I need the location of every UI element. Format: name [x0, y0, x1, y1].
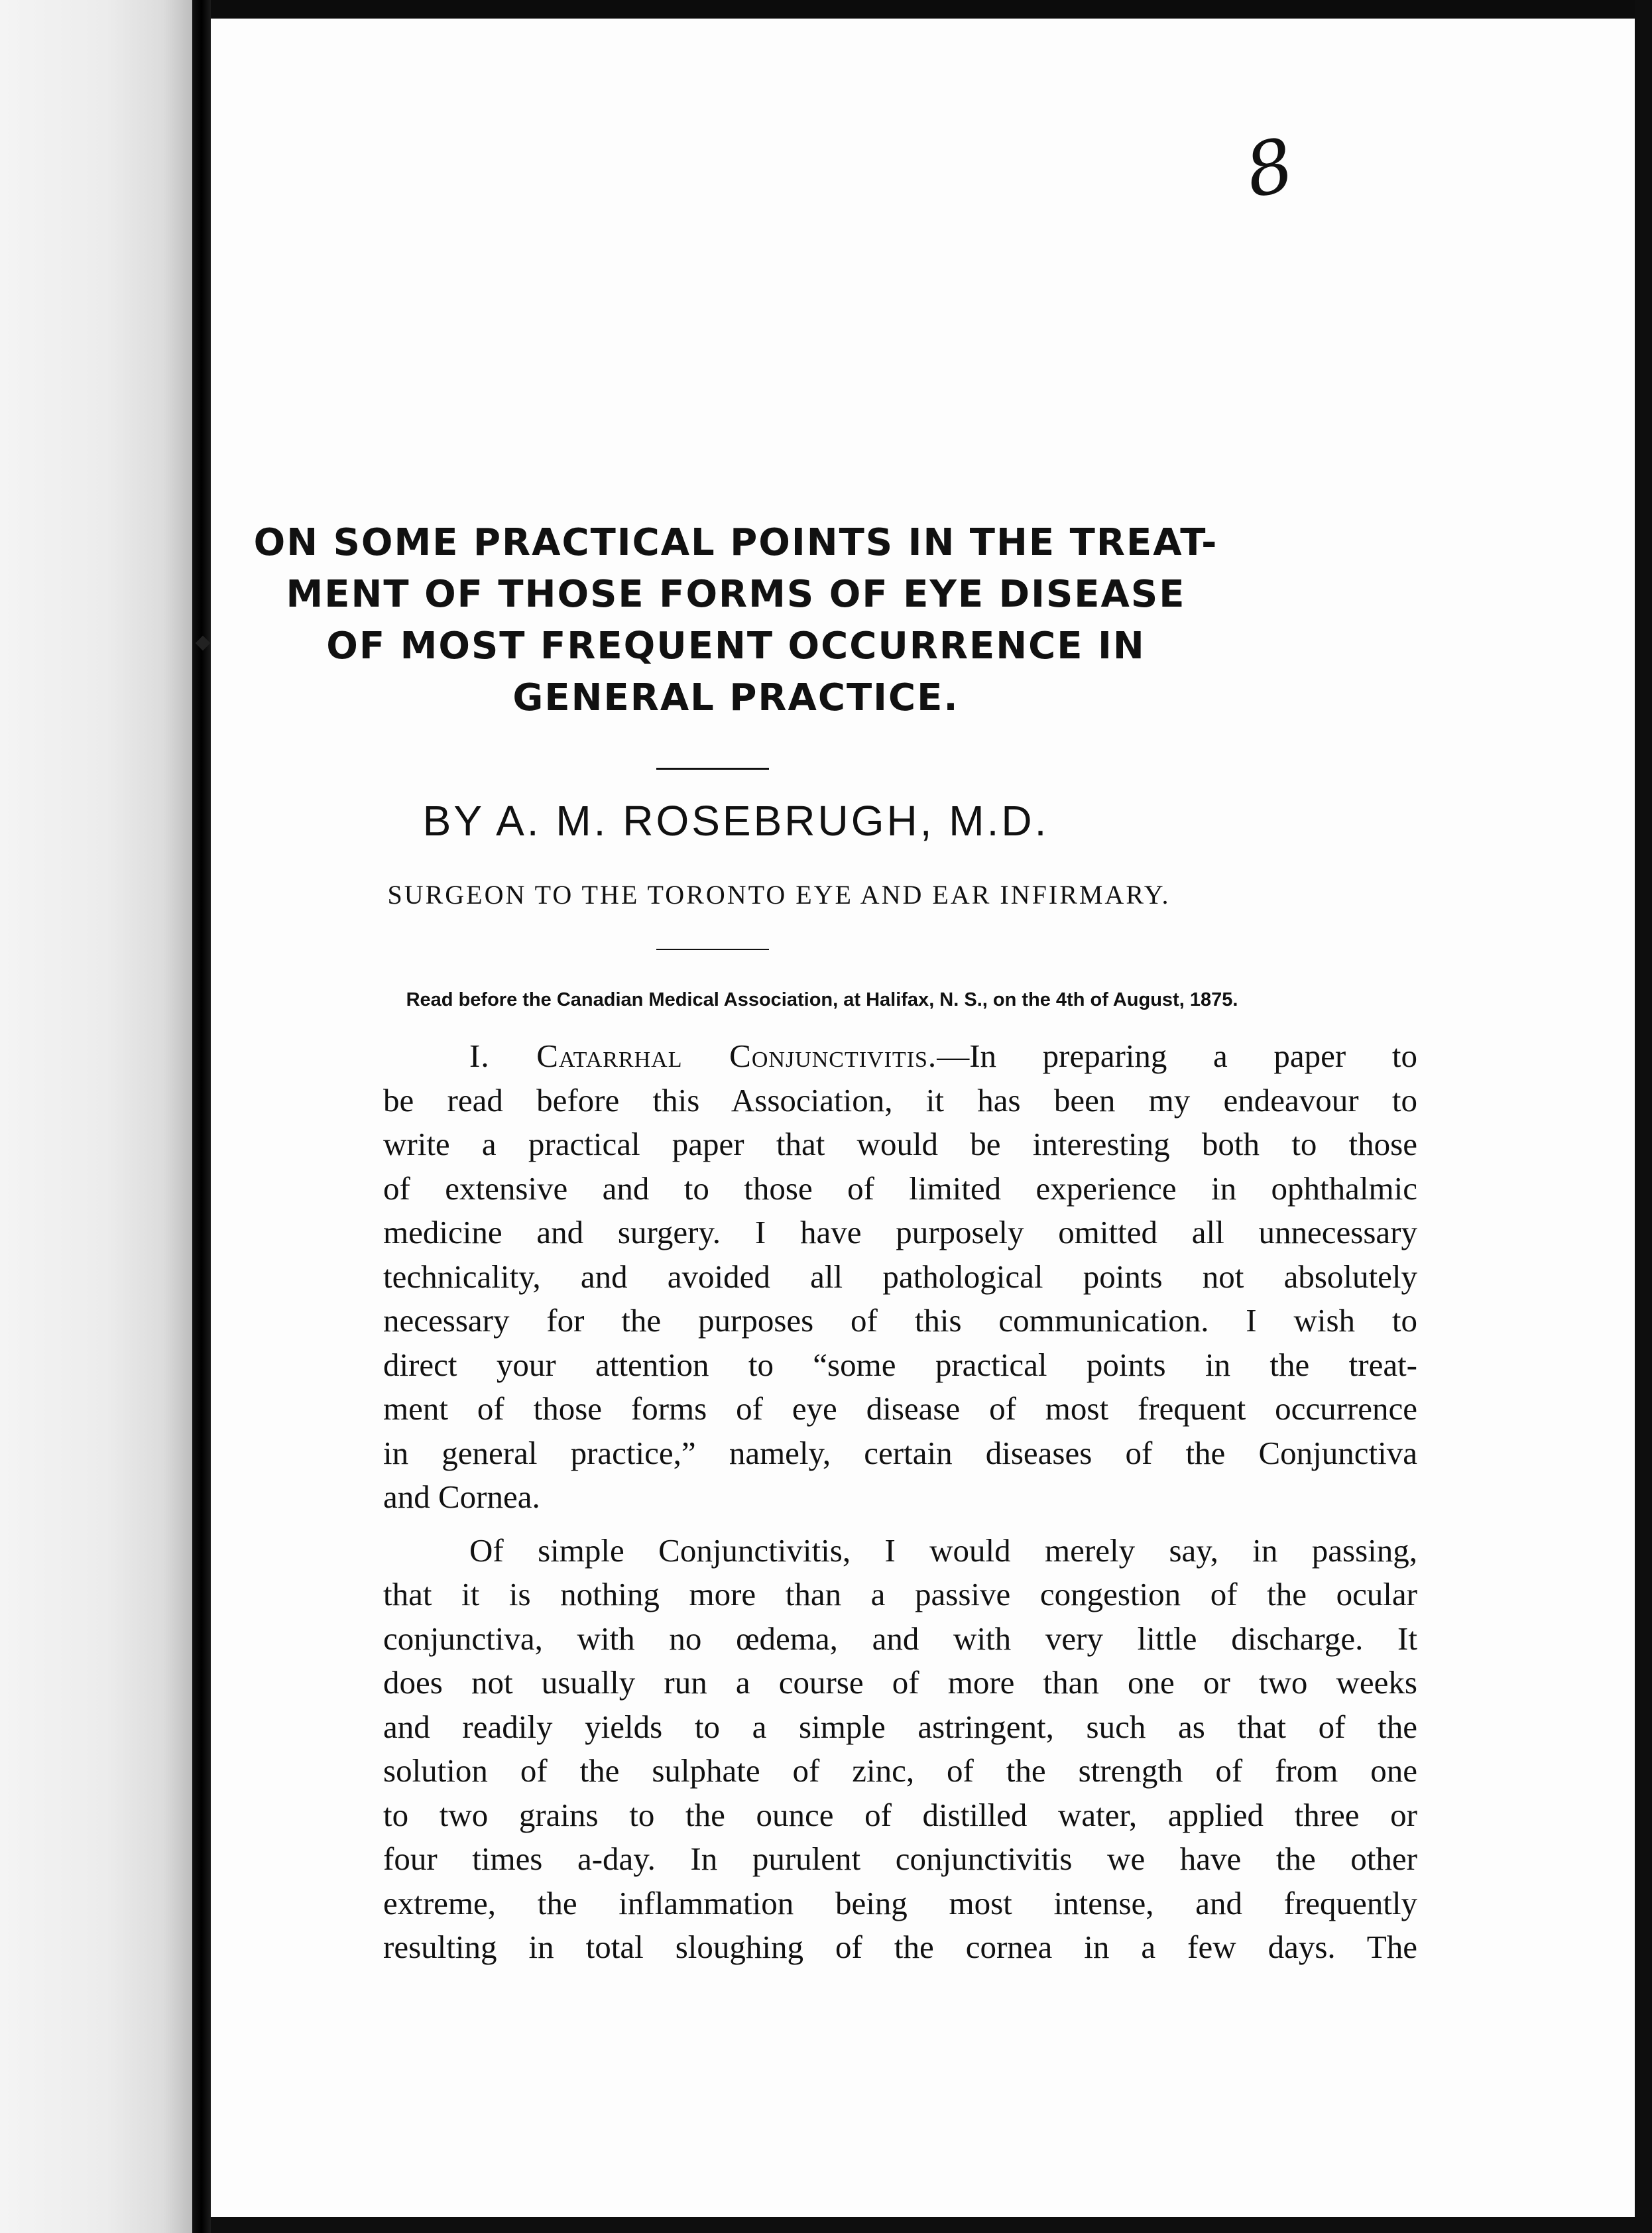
article-body: [383, 1034, 1417, 1970]
body-line: four times a-day. In purulent conjunctivitis we have the other: [383, 1841, 1417, 1877]
binding-gutter: [192, 0, 211, 2233]
body-line: of extensive and to those of limited experience in ophthalmic: [383, 1170, 1417, 1207]
body-line: Of simple Conjunctivitis, I would merely say, in passing,: [469, 1532, 1417, 1569]
body-line: resulting in total sloughing of the cornea in a few days. The: [383, 1929, 1417, 1965]
section-heading: I. Catarrhal Conjunctivitis.: [469, 1038, 937, 1074]
affiliation-divider: [656, 949, 769, 950]
body-line: medicine and surgery. I have purposely omitted all unnecessary: [383, 1214, 1417, 1250]
presentation-note: Read before the Canadian Medical Association, at Halifax, N. S., on the 4th of August, 1875.: [406, 989, 1238, 1010]
title-divider: [656, 768, 769, 770]
body-line: does not usually run a course of more than one or two weeks: [383, 1664, 1417, 1701]
body-line: extreme, the inflammation being most intense, and frequently: [383, 1884, 1417, 1921]
body-line: that it is nothing more than a passive congestion of the ocular: [383, 1576, 1417, 1612]
previous-page-edge: [0, 0, 192, 2233]
body-line: to two grains to the ounce of distilled water, applied three or: [383, 1796, 1417, 1833]
author-byline: BY A. M. ROSEBRUGH, M.D.: [422, 797, 1049, 845]
title-line: OF MOST FREQUENT OCCURRENCE IN: [326, 625, 1146, 668]
body-line: solution of the sulphate of zinc, of the strength of from one: [383, 1752, 1417, 1789]
title-line: ON SOME PRACTICAL POINTS IN THE TREAT-: [253, 521, 1218, 564]
handwritten-page-number: 8: [1238, 122, 1299, 215]
author-affiliation: SURGEON TO THE TORONTO EYE AND EAR INFIRMARY.: [387, 880, 1171, 910]
scan-border-right: [1635, 0, 1652, 2233]
paragraph-simple-conjunctivitis: [383, 1529, 1417, 1970]
scan-border-top: [211, 0, 1652, 19]
body-line: necessary for the purposes of this communication. I wish to: [383, 1302, 1417, 1339]
body-line: write a practical paper that would be interesting both to those: [383, 1126, 1417, 1162]
body-line: ment of those forms of eye disease of most frequent occurrence: [383, 1390, 1417, 1427]
body-line: and readily yields to a simple astringent, such as that of the: [383, 1708, 1417, 1745]
body-line: conjunctiva, with no œdema, and with very little discharge. It: [383, 1620, 1417, 1657]
body-line: direct your attention to “some practical points in the treat-: [383, 1346, 1417, 1383]
title-line: GENERAL PRACTICE.: [512, 676, 959, 719]
body-line: be read before this Association, it has been my endeavour to: [383, 1081, 1417, 1118]
body-line: technicality, and avoided all pathological points not absolutely: [383, 1258, 1417, 1295]
scan-border-bottom: [211, 2217, 1652, 2233]
body-line: in general practice,” namely, certain diseases of the Conjunctiva: [383, 1434, 1417, 1471]
body-line: and Cornea.: [383, 1479, 540, 1515]
paragraph-catarrhal-conjunctivitis: [383, 1034, 1417, 1520]
body-line: I. Catarrhal Conjunctivitis.—In preparing a paper to: [469, 1038, 1418, 1074]
title-line: MENT OF THOSE FORMS OF EYE DISEASE: [286, 573, 1186, 616]
article-title: [199, 517, 1273, 724]
